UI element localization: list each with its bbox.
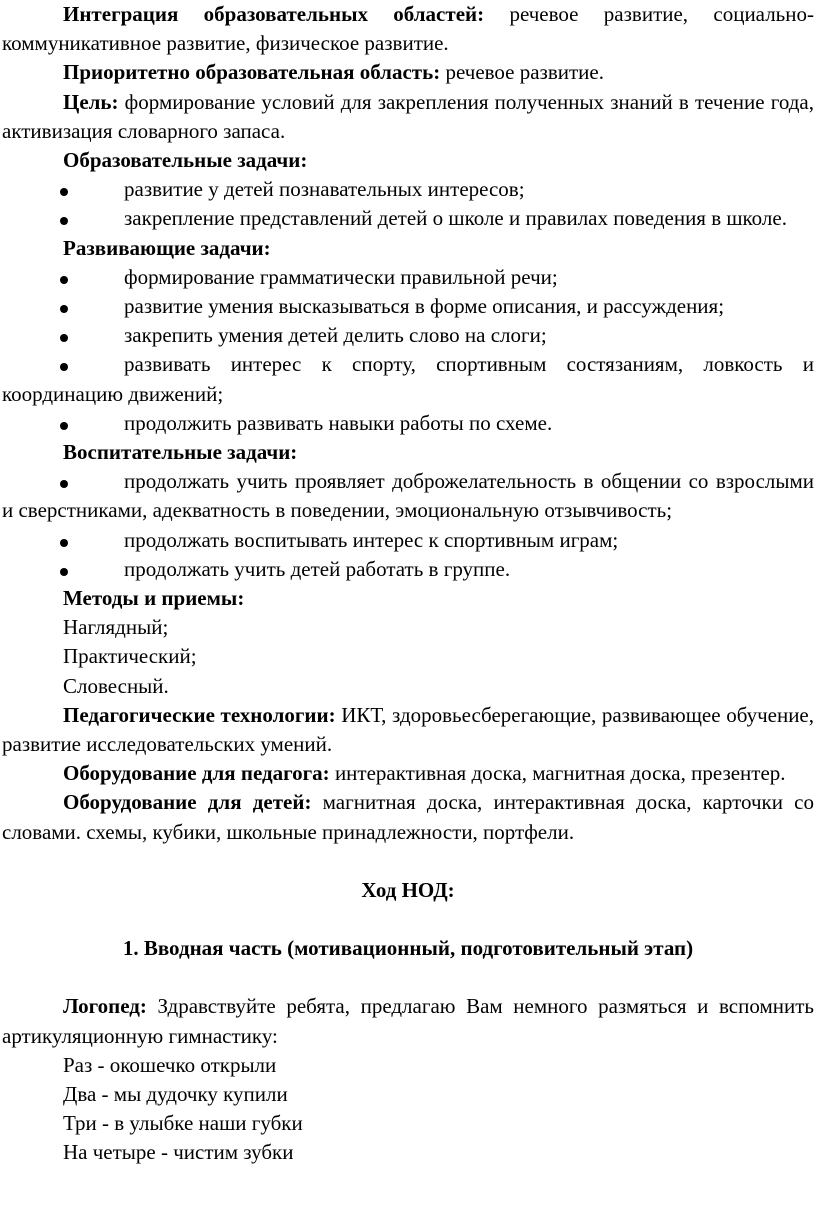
method-item: Практический; <box>63 644 197 669</box>
bullet-icon <box>60 568 68 576</box>
methods-heading: Методы и приемы: <box>63 586 245 611</box>
goal-label: Цель: <box>63 89 119 114</box>
bullet-icon <box>60 422 68 430</box>
teacher-equipment-paragraph: Оборудование для педагога: интерактивная доска, магнитная доска, презентер. <box>63 761 786 786</box>
priority-label: Приоритетно образовательная область: <box>63 60 441 85</box>
teacher-equipment-label: Оборудование для педагога: <box>63 761 330 786</box>
technologies-paragraph: Педагогические технологии: ИКТ, здоровьесберегающие, развивающее обучение, развитие исследовательских умений. <box>2 702 815 757</box>
list-item: продолжить развивать навыки работы по схеме. <box>2 409 814 438</box>
bullet-icon <box>60 276 68 284</box>
children-equipment-paragraph: Оборудование для детей: магнитная доска, интерактивная доска, карточки со словами. схемы, кубики, школьные принадлежности, портфели. <box>2 790 814 844</box>
list-item: формирование грамматически правильной речи; <box>2 263 814 292</box>
bullet-icon <box>60 539 68 547</box>
integration-paragraph: Интеграция образовательных областей: речевое развитие, социально-коммуникативное развитие, физическое развитие. <box>2 2 814 56</box>
list-item: продолжать воспитывать интерес к спортивным играм; <box>2 526 814 555</box>
list-item: развитие у детей познавательных интересов; <box>2 175 814 204</box>
section-1-heading: 1. Вводная часть (мотивационный, подготовительный этап) <box>122 936 694 961</box>
priority-paragraph: Приоритетно образовательная область: речевое развитие. <box>63 60 604 85</box>
list-item: закрепить умения детей делить слово на слоги; <box>2 321 814 350</box>
method-item: Наглядный; <box>63 615 169 640</box>
method-item: Словесный. <box>63 673 169 698</box>
dev-tasks-heading: Развивающие задачи: <box>63 235 271 260</box>
list-item: продолжать учить детей работать в группе. <box>2 555 814 584</box>
logoped-label: Логопед: <box>63 994 147 1019</box>
goal-paragraph: Цель: формирование условий для закрепления полученных знаний в течение года, активизация словарного запаса. <box>2 89 814 143</box>
integration-label: Интеграция образовательных областей: <box>63 2 485 26</box>
edu-tasks-heading: Образовательные задачи: <box>63 148 308 173</box>
upbr-tasks-heading: Воспитательные задачи: <box>63 440 298 465</box>
children-equipment-label: Оборудование для детей: <box>63 790 312 815</box>
course-title: Ход НОД: <box>361 877 455 902</box>
list-item: развивать интерес к спорту, спортивным состязаниям, ловкость и координацию движений; <box>2 352 814 406</box>
poem-line: На четыре - чистим зубки <box>63 1140 294 1165</box>
bullet-icon <box>60 305 68 313</box>
list-item: закрепление представлений детей о школе и правилах поведения в школе. <box>2 204 814 233</box>
technologies-label: Педагогические технологии: <box>63 702 336 727</box>
poem-line: Раз - окошечко открыли <box>63 1052 277 1077</box>
poem-line: Три - в улыбке наши губки <box>63 1111 303 1136</box>
logoped-paragraph: Логопед: Здравствуйте ребята, предлагаю Вам немного размяться и вспомнить артикуляционную гимнастику: <box>2 994 814 1048</box>
list-item: развитие умения высказываться в форме описания, и рассуждения; <box>2 292 814 321</box>
list-item: продолжать учить проявляет доброжелательность в общении со взрослыми и сверстниками, адекватность в поведении, эмоциональную отзывчивость; <box>2 469 814 523</box>
poem-line: Два - мы дудочку купили <box>63 1081 288 1106</box>
